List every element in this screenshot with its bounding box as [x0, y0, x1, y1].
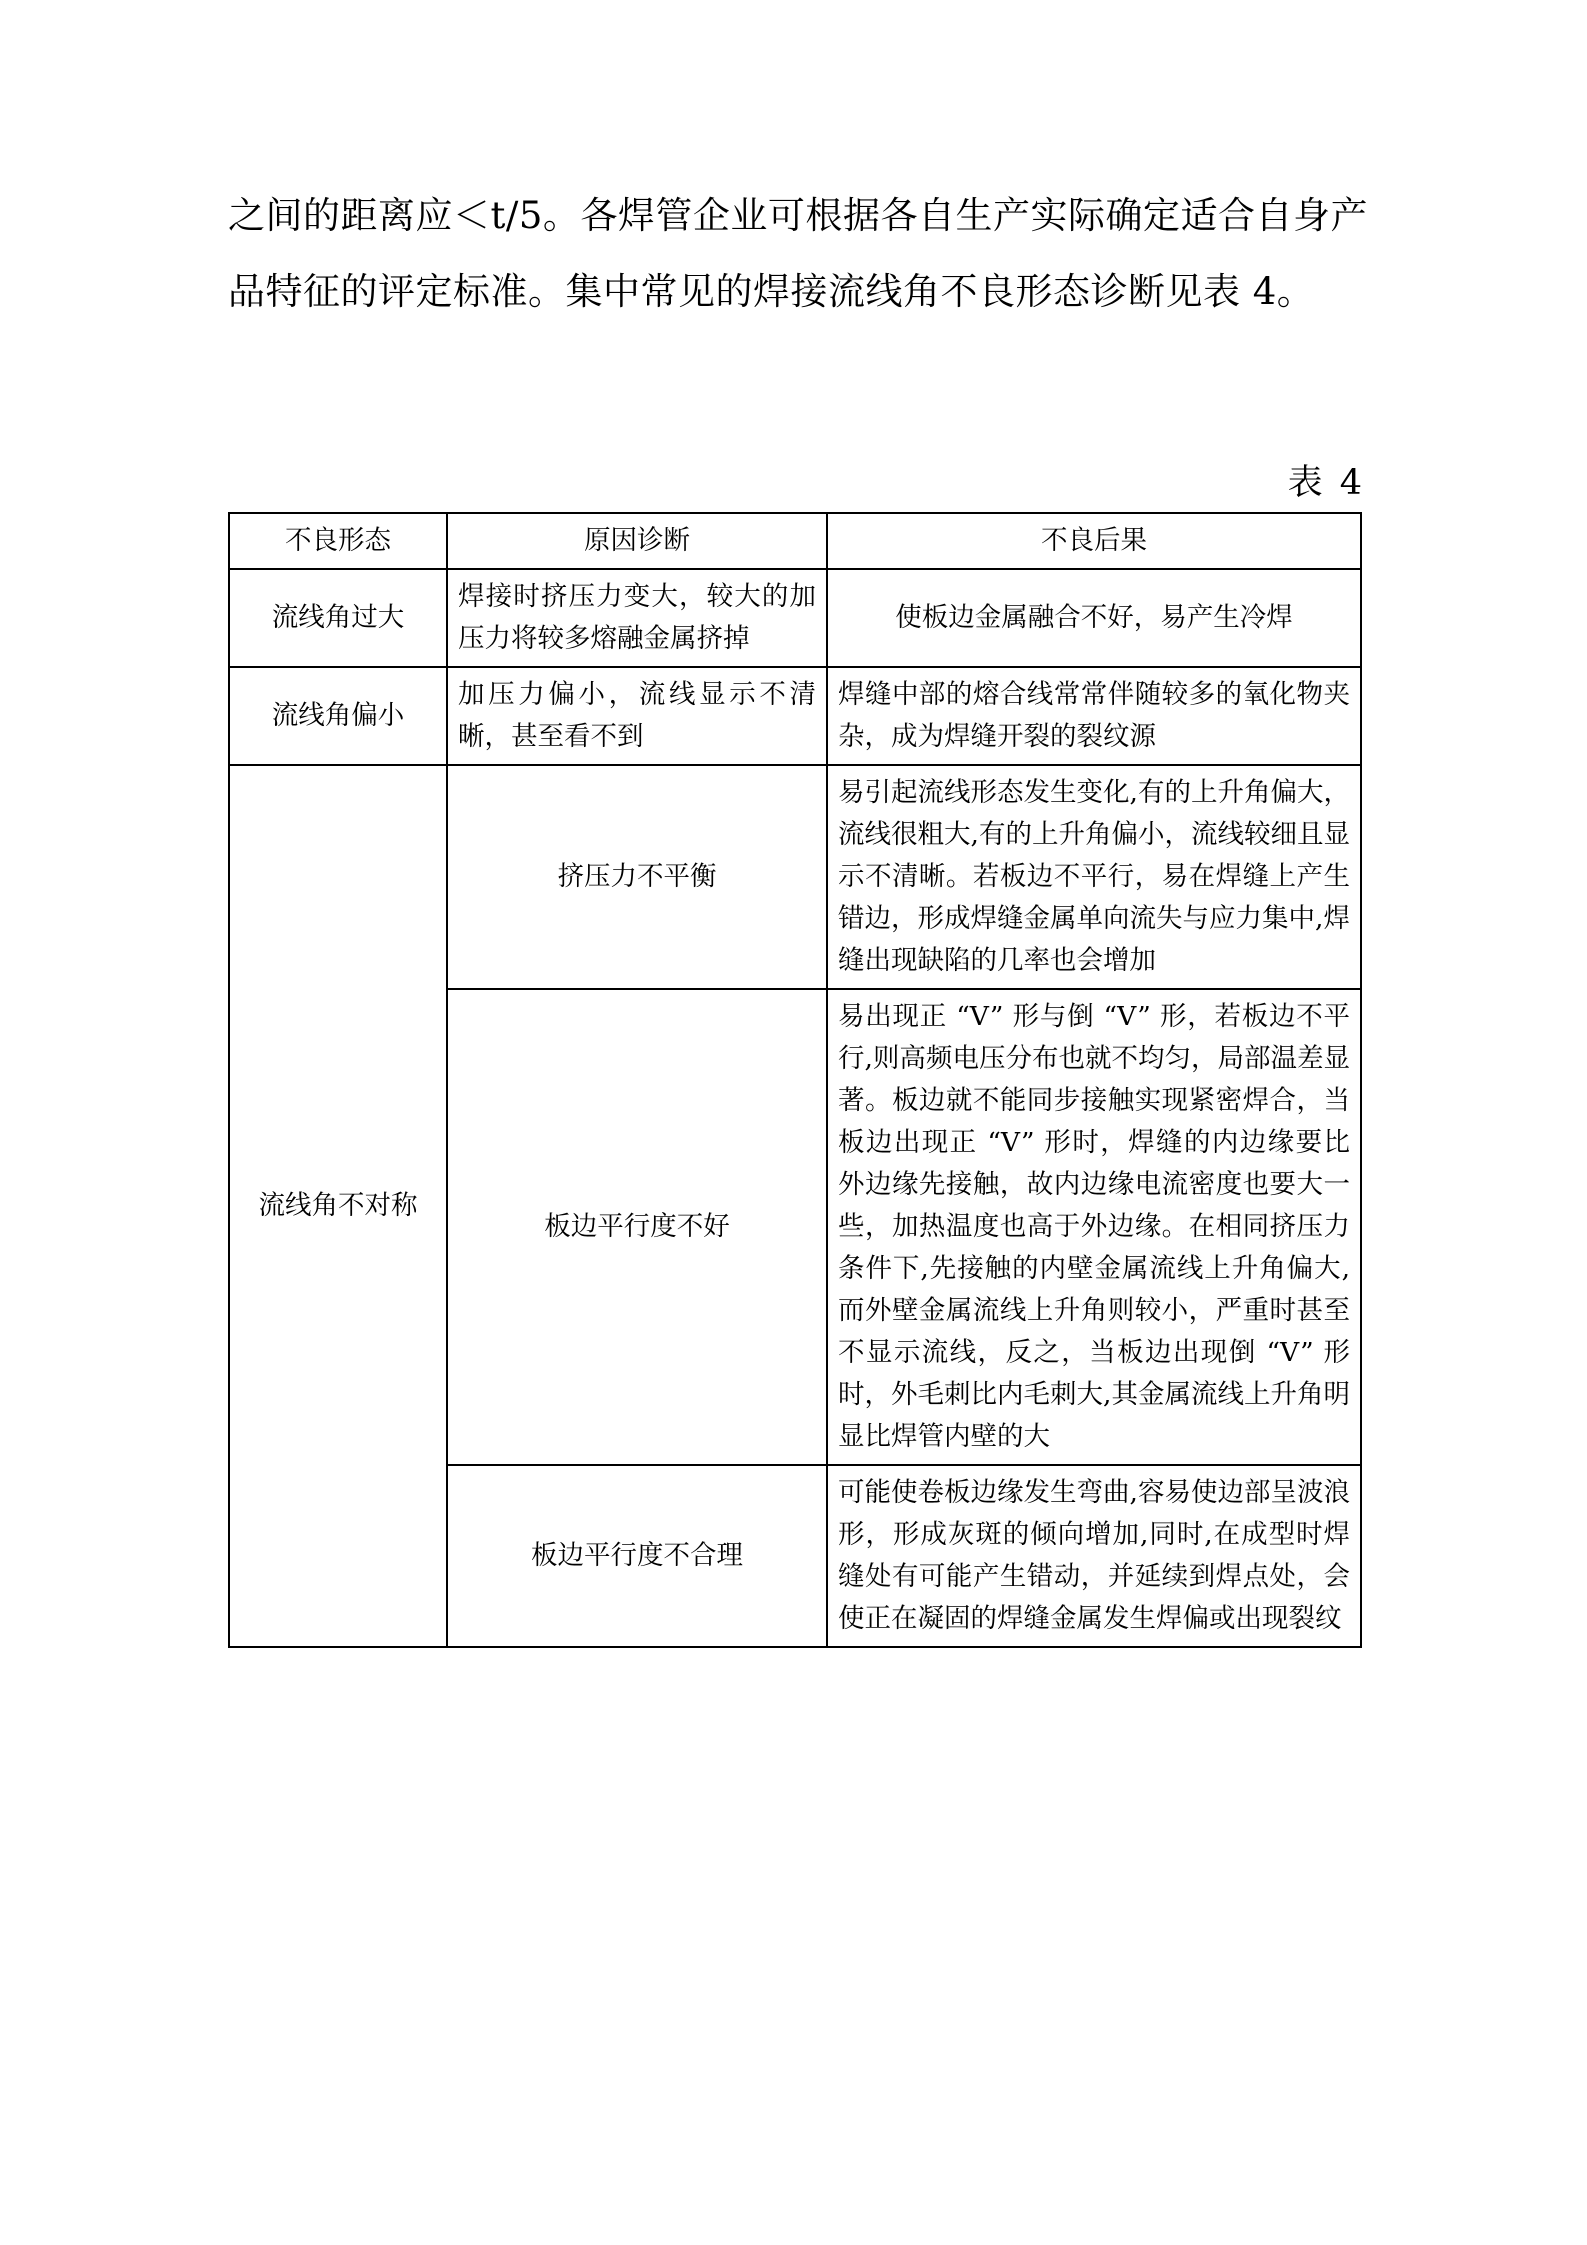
intro-paragraph: 之间的距离应＜t/5。各焊管企业可根据各自生产实际确定适合自身产品特征的评定标准。集中常见的焊接流线角不良形态诊断见表 4。 [228, 194, 1368, 313]
cell-result: 焊缝中部的熔合线常常伴随较多的氧化物夹杂，成为焊缝开裂的裂纹源 [827, 667, 1361, 765]
table-header-row [229, 513, 1361, 569]
cell-result: 可能使卷板边缘发生弯曲,容易使边部呈波浪形，形成灰斑的倾向增加,同时,在成型时焊缝处有可能产生错动，并延续到焊点处，会使正在凝固的焊缝金属发生焊偏或出现裂纹 [827, 1465, 1361, 1647]
cell-form: 流线角偏小 [229, 667, 447, 765]
cell-form-merged: 流线角不对称 [229, 765, 447, 1647]
table-caption: 表 4 [1287, 463, 1365, 503]
cell-cause: 板边平行度不合理 [447, 1465, 827, 1647]
column-header-cause: 原因诊断 [447, 513, 827, 569]
cell-cause: 焊接时挤压力变大，较大的加压力将较多熔融金属挤掉 [447, 569, 827, 667]
cell-cause: 板边平行度不好 [447, 989, 827, 1465]
table-row [229, 569, 1361, 667]
table-row [229, 765, 1361, 989]
cell-result: 易出现正 “V” 形与倒 “V” 形，若板边不平行,则高频电压分布也就不均匀，局部温差显著。板边就不能同步接触实现紧密焊合，当板边出现正 “V” 形时，焊缝的内边缘要比外边缘先接触，故内边缘电流密度也要大一些，加热温度也高于外边缘。在相同挤压力条件下,先接触的内壁金属流线上升角偏大,而外壁金属流线上升角则较小，严重时甚至不显示流线，反之，当板边出现倒 “V” 形时，外毛刺比内毛刺大,其金属流线上升角明显比焊管内壁的大 [827, 989, 1361, 1465]
table-row [229, 667, 1361, 765]
defect-diagnosis-table [228, 512, 1362, 1648]
column-header-form: 不良形态 [229, 513, 447, 569]
cell-cause: 挤压力不平衡 [447, 765, 827, 989]
cell-result: 使板边金属融合不好，易产生冷焊 [827, 569, 1361, 667]
column-header-result: 不良后果 [827, 513, 1361, 569]
cell-cause: 加压力偏小，流线显示不清晰，甚至看不到 [447, 667, 827, 765]
cell-form: 流线角过大 [229, 569, 447, 667]
intro-paragraph-block [228, 178, 1368, 330]
cell-result: 易引起流线形态发生变化,有的上升角偏大，流线很粗大,有的上升角偏小，流线较细且显示不清晰。若板边不平行，易在焊缝上产生错边，形成焊缝金属单向流失与应力集中,焊缝出现缺陷的几率也会增加 [827, 765, 1361, 989]
